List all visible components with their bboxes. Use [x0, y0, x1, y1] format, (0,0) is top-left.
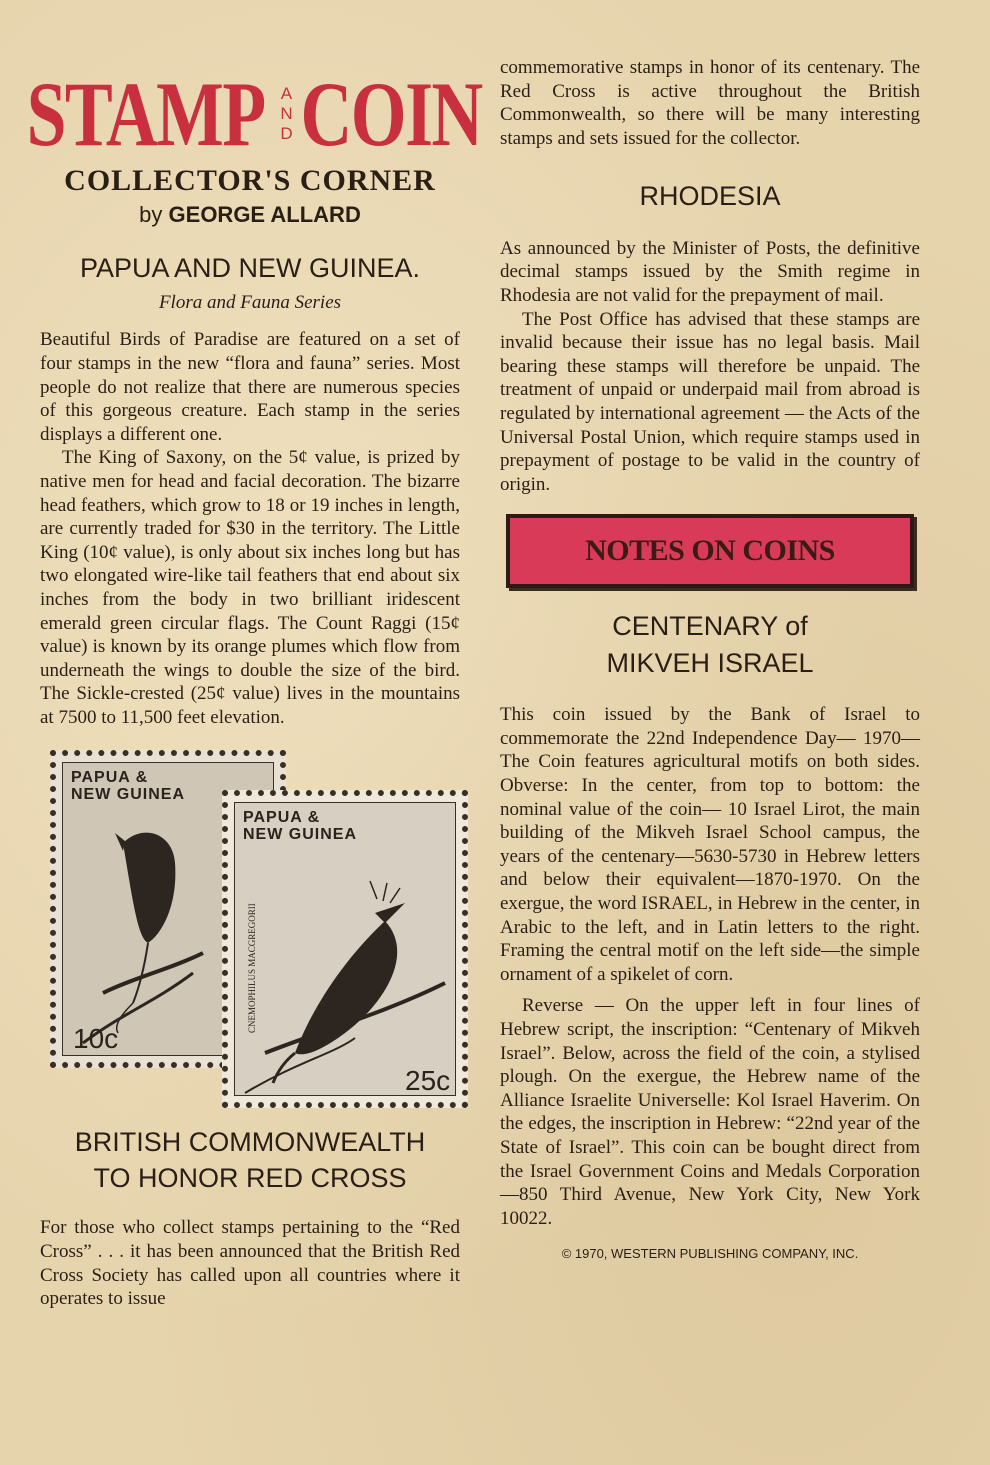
british-paragraph-part1: For those who collect stamps pertaining to the “Red Cross” . . . it has been announced that the British Red Cross Society has called upon all countries where it operates to issue: [40, 1217, 460, 1310]
papua-paragraph-1: Beautiful Birds of Paradise are featured on a set of four stamps in the new “flora and fauna” series. Most people do not realize that there are numerous species of this gorgeous creature. Each stamp in the series displays a different one.: [40, 329, 460, 445]
rhodesia-paragraph-2: The Post Office has advised that these stamps are invalid because their issue has no legal basis. Mail bearing these stamps will therefore be unpaid. The treatment of unpaid or underpaid mail from abroad is regulated by international agreement — the Acts of the Universal Postal Union, which require stamps used in prepayment of postage to be valid in the country of origin.: [500, 308, 920, 495]
stamp-25c-species: CNEMOPHILUS MACGREGORII: [247, 902, 257, 1033]
coins-heading-line2: MIKVEH ISRAEL: [606, 647, 814, 678]
title-stamp: STAMP: [26, 63, 265, 165]
stamp-25c-value: 25c: [405, 1064, 451, 1096]
masthead-subtitle: COLLECTOR'S CORNER: [64, 164, 436, 197]
papua-series: Flora and Fauna Series: [158, 292, 342, 314]
title-coin: COIN: [300, 63, 482, 165]
bird-illustration-25c: [235, 803, 465, 1103]
stamp-10c-value: 10c: [73, 1022, 119, 1054]
left-column: [26, 50, 482, 1311]
british-heading-line2: TO HONOR RED CROSS: [93, 1162, 407, 1193]
coins-paragraph-reverse: Reverse — On the upper left in four lines of Hebrew script, the inscription: “Centenary of Mikveh Israel”. Below, across the field of the coin, a stylised plough. On the exergue, the Hebrew name of the Alliance Israelite Universelle: Kol Israel Haverim. On the edges, the inscription in Hebrew: “22nd year of the State of Israel”. This coin can be bought direct from the Israel Government Coins and Medals Corporation—850 Third Avenue, New York City, New York 10022.: [500, 995, 920, 1229]
british-paragraph-part2: commemorative stamps in honor of its centenary. The Red Cross is active throughout the British Commonwealth, so there will be many interesting stamps and sets issued for the collector.: [500, 57, 920, 149]
byline: by GEORGE ALLARD: [139, 202, 361, 227]
rhodesia-heading: RHODESIA: [639, 181, 781, 212]
papua-paragraph-2: The King of Saxony, on the 5¢ value, is prized by native men for head and facial decoration. The bizarre head feathers, which grow to 18 or 19 inches in length, are currently traded for $30 in the territory. The Little King (10¢ value), is only about six inches long but has two elongated wire-like tail feathers that end about six inches from the body in two brilliant iridescent emerald green circular flags. The Count Raggi (15¢ value) is known by its orange plumes which flow from underneath the wings to double the size of the bird. The Sickle-crested (25¢ value) lives in the mountains at 7500 to 11,500 feet elevation.: [40, 447, 460, 728]
coins-heading-line1: CENTENARY of: [612, 611, 808, 642]
right-column: [500, 50, 920, 1261]
stamp-10c-country: PAPUA & NEW GUINEA: [71, 768, 185, 803]
masthead-title: [26, 63, 482, 165]
title-and: A N D: [280, 84, 293, 143]
stamp-25c: [222, 790, 468, 1108]
coins-paragraph-obverse: This coin issued by the Bank of Israel to commemorate the 22nd Independence Day— 1970—The Coin features agricultural motifs on both sides. Obverse: In the center, from top to bottom: the nominal value of the coin— 10 Israel Lirot, the main building of the Mikveh Israel School campus, the years of the centenary—5630-5730 in Hebrew letters and below their equivalent—1870-1970. On the exergue, the word ISRAEL, in Hebrew in the center, in Arabic to the left, and in Latin letters to the right. Framing the central motif on the left side—the simple ornament of a spikelet of corn.: [500, 704, 920, 985]
papua-heading: PAPUA AND NEW GUINEA.: [79, 253, 421, 283]
stamp-illustration: [46, 750, 460, 1110]
notes-on-coins-label: NOTES ON COINS: [585, 534, 835, 568]
copyright-notice: © 1970, WESTERN PUBLISHING COMPANY, INC.: [561, 1246, 859, 1262]
author-name: GEORGE ALLARD: [168, 202, 361, 227]
british-heading-line1: BRITISH COMMONWEALTH: [74, 1126, 426, 1157]
stamp-25c-country: PAPUA & NEW GUINEA: [243, 808, 357, 843]
notes-on-coins-banner: [506, 514, 914, 588]
rhodesia-paragraph-1: As announced by the Minister of Posts, the definitive decimal stamps issued by the Smith regime in Rhodesia are not valid for the prepayment of mail.: [500, 237, 920, 306]
